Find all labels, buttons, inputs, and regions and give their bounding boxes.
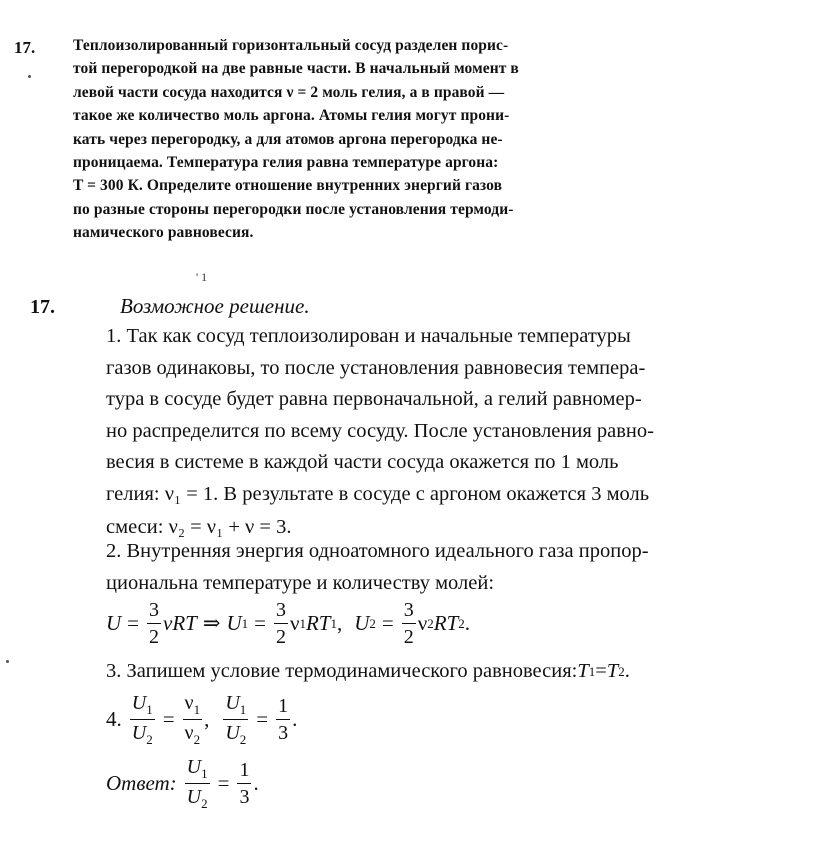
subscript: 2 <box>369 615 376 631</box>
subscript: 2 <box>201 796 208 811</box>
text: . <box>286 515 292 538</box>
nu-rt: νRT <box>163 611 197 635</box>
margin-mark: ' 1 <box>196 270 208 284</box>
var-t: T <box>577 660 589 682</box>
comma: , <box>204 707 210 731</box>
fraction <box>274 600 288 647</box>
subscript: 2 <box>239 732 247 747</box>
comma: , <box>336 611 343 635</box>
subscript: 2 <box>427 615 434 631</box>
nu: ν <box>417 611 428 635</box>
subscript: 1 <box>146 702 153 717</box>
answer <box>106 757 259 810</box>
problem-line: Теплоизолированный горизонтальный сосуд разделен порис- <box>73 37 509 54</box>
text: смеси: <box>106 515 169 538</box>
step4-label: 4. <box>106 707 122 731</box>
solution-number: 17. <box>30 296 55 318</box>
numerator: 3 <box>147 600 161 624</box>
fraction <box>185 757 210 810</box>
subscript: 2 <box>146 732 153 747</box>
denominator: 2 <box>275 626 286 648</box>
numerator: 1 <box>237 760 251 784</box>
equals: = <box>381 611 394 635</box>
step3-text: 3. Запишем условие термодинамического равновесия: <box>106 660 578 682</box>
step2-line: 2. Внутренняя энергия одноатомного идеального газа пропор- <box>106 540 649 562</box>
fraction <box>276 696 290 743</box>
subscript: 1 <box>201 766 208 781</box>
var-u: U <box>131 692 147 714</box>
fraction <box>147 600 161 647</box>
subscript: 2 <box>193 732 201 747</box>
solution-heading: Возможное решение. <box>120 294 310 318</box>
step1-line: но распределится по всему сосуду. После установления равно- <box>106 419 654 442</box>
problem-line: такое же количество моль аргона. Атомы гелия могут прони- <box>73 107 510 125</box>
denominator <box>183 720 203 746</box>
implies: ⇒ <box>202 611 221 635</box>
scan-speck <box>28 75 31 78</box>
rt: RT <box>305 611 331 635</box>
fraction <box>183 693 203 746</box>
equals: = <box>217 771 230 795</box>
subscript: 1 <box>299 615 306 631</box>
period: . <box>292 707 298 731</box>
nu: ν <box>184 722 194 744</box>
scan-speck <box>6 660 9 663</box>
equals: = <box>162 707 175 731</box>
nu: ν <box>289 611 300 635</box>
subscript: 1 <box>241 615 249 631</box>
subscript: 1 <box>239 702 247 717</box>
step1-line: 1. Так как сосуд теплоизолирован и начальные температуры <box>106 325 631 347</box>
var-u: U <box>131 722 147 744</box>
var-u: U <box>354 611 370 635</box>
numerator <box>183 693 203 720</box>
problem-line: намического равновесия. <box>73 224 254 242</box>
var-u: U <box>226 611 242 635</box>
denominator: 3 <box>278 722 289 744</box>
denominator: 2 <box>149 626 160 648</box>
period: . <box>464 611 471 635</box>
var-u: U <box>225 722 240 744</box>
var-u: U <box>106 611 122 635</box>
problem-line: левой части сосуда находится ν = 2 моль гелия, а в правой — <box>73 83 505 101</box>
numerator: 3 <box>402 600 416 624</box>
subscript: 1 <box>588 663 596 679</box>
var-t: T <box>606 660 619 682</box>
formula: ν₂ = ν₁ + ν = 3 <box>168 515 287 538</box>
fraction <box>237 760 251 807</box>
problem-line: той перегородкой на две равные части. В начальный момент в <box>73 60 519 78</box>
problem-line: кать через перегородку, а для атомов аргона перегородка не- <box>73 130 503 148</box>
step-1 <box>106 325 654 549</box>
step1-line: весия в системе в каждой части сосуда окажется по 1 моль <box>106 451 619 473</box>
step2-line: циональна температуре и количеству молей: <box>106 571 495 594</box>
problem-text <box>73 37 519 248</box>
denominator <box>185 784 210 810</box>
var-u: U <box>186 756 202 778</box>
problem-line: проницаема. Температура гелия равна температуре аргона: <box>73 153 499 171</box>
subscript: 1 <box>330 615 337 631</box>
equals: = <box>256 707 269 731</box>
answer-label: Ответ: <box>106 771 177 795</box>
var-u: U <box>186 786 202 808</box>
var-u: U <box>225 692 240 714</box>
equals: = <box>595 660 607 682</box>
equals: = <box>127 611 140 635</box>
formula: ν₁ = 1 <box>164 482 214 505</box>
subscript: 2 <box>458 615 465 631</box>
numerator: 1 <box>276 696 290 720</box>
fraction <box>402 600 416 647</box>
step-4 <box>106 693 297 746</box>
numerator <box>223 693 248 720</box>
problem-number: 17. <box>14 38 36 57</box>
step1-line-6 <box>106 483 654 516</box>
subscript: 2 <box>618 663 625 679</box>
rt: RT <box>433 611 459 635</box>
text: гелия: <box>106 482 165 505</box>
nu: ν <box>184 692 194 714</box>
period: . <box>624 660 630 682</box>
numerator <box>130 693 155 720</box>
numerator: 3 <box>274 600 288 624</box>
step2-formula <box>106 600 470 647</box>
step-2 <box>106 540 649 603</box>
subscript: 1 <box>193 702 201 717</box>
denominator: 3 <box>239 786 250 808</box>
equals: = <box>254 611 266 635</box>
denominator: 2 <box>403 626 414 648</box>
step1-line: газов одинаковы, то после установления равновесия темпера- <box>106 356 646 379</box>
step-3 <box>106 660 630 683</box>
period: . <box>253 771 259 795</box>
problem-line: T = 300 К. Определите отношение внутренних энергий газов <box>73 177 503 195</box>
fraction <box>130 693 155 746</box>
fraction <box>223 693 248 746</box>
denominator <box>223 720 248 746</box>
text: . В результате в сосуде с аргоном окажется 3 моль <box>213 482 650 505</box>
step1-line: тура в сосуде будет равна первоначальной, а гелий равномер- <box>106 388 642 410</box>
denominator <box>130 720 155 746</box>
numerator <box>185 757 210 784</box>
problem-line: по разные стороны перегородки после установления термоди- <box>73 200 514 218</box>
